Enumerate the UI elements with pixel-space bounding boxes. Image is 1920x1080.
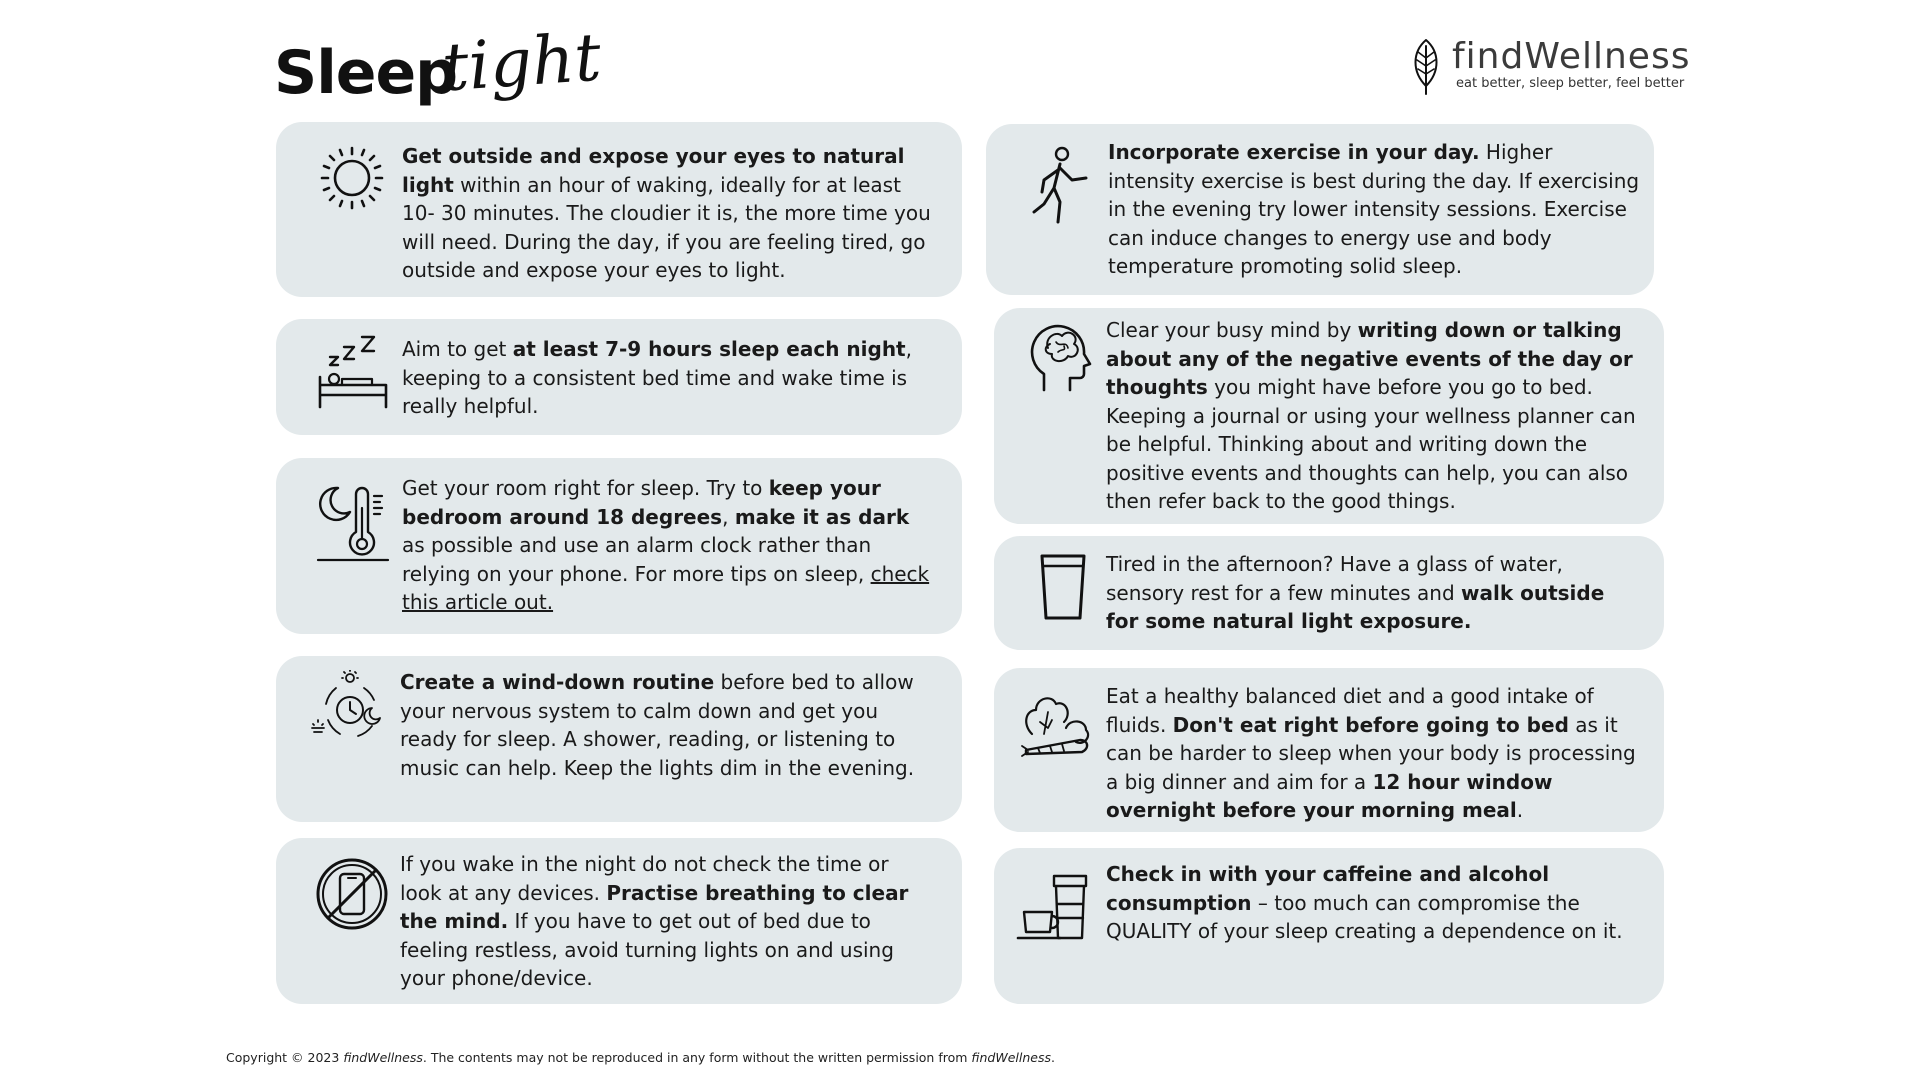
title-script: tight — [439, 18, 604, 107]
moon-thermometer-icon — [316, 482, 390, 562]
tip-text: Get outside and expose your eyes to natural light within an hour of waking, ideally for at least 10- 30 minutes. The cloudier it is, the more time you will need. During the day, if you are feeling tired, go outside and expose your eyes to light. — [402, 144, 931, 282]
tip-card-natural-light — [276, 122, 962, 297]
tip-card-clear-mind — [994, 308, 1664, 524]
tip-card-diet — [994, 668, 1664, 832]
tip-text: Clear your busy mind by writing down or talking about any of the negative events of the day or thoughts you might have before you go to bed. Keeping a journal or using your wellness planner can be helpful. Thinking about and writing down the positive events and thoughts can help, you can also then refer back to the good things. — [1106, 318, 1636, 513]
coffee-cups-icon — [1016, 872, 1094, 946]
tip-card-night-waking — [276, 838, 962, 1004]
bed-sleep-icon — [316, 335, 390, 411]
title-main: Sleep — [274, 38, 458, 108]
tip-text: Create a wind-down routine before bed to allow your nervous system to calm down and get you ready for sleep. A shower, reading, or listening to music can help. Keep the lights dim in the evening. — [400, 670, 915, 780]
copyright-footer: Copyright © 2023 findWellness. The contents may not be reproduced in any form without the written permission from findWellness. — [226, 1050, 1055, 1065]
vegetables-icon — [1020, 684, 1094, 760]
water-glass-icon — [1038, 552, 1088, 622]
tip-card-exercise — [986, 124, 1654, 295]
tip-text: Get your room right for sleep. Try to keep your bedroom around 18 degrees, make it as dark as possible and use an alarm clock rather than relying on your phone. For more tips on sleep, check this article out. — [402, 476, 930, 614]
brain-head-icon — [1030, 318, 1094, 394]
article-link[interactable]: check this article out. — [402, 561, 930, 614]
tip-card-sleep-hours — [276, 319, 962, 435]
leaf-icon — [1410, 36, 1442, 96]
no-phone-icon — [314, 856, 390, 932]
tip-card-room — [276, 458, 962, 634]
tip-card-wind-down — [276, 656, 962, 822]
tip-text: Eat a healthy balanced diet and a good intake of fluids. Don't eat right before going to bed as it can be harder to sleep when your body is processing a big dinner and aim for a 12 hour window overnight before your morning meal. — [1106, 684, 1636, 822]
brand-name: findWellness — [1452, 36, 1691, 77]
sun-icon — [316, 142, 388, 214]
brand-logo — [1410, 36, 1700, 96]
tip-card-afternoon — [994, 536, 1664, 650]
tip-text: Check in with your caffeine and alcohol consumption – too much can compromise the QUALITY of your sleep creating a dependence on it. — [1106, 862, 1623, 943]
tip-text: Incorporate exercise in your day. Higher intensity exercise is best during the day. If exercising in the evening try lower intensity sessions. Exercise can induce changes to energy use and body temperature promoting solid sleep. — [1108, 140, 1640, 278]
tip-text: If you wake in the night do not check the time or look at any devices. Practise breathing to clear the mind. If you have to get out of bed due to feeling restless, avoid turning lights on and using your phone/device. — [400, 852, 909, 990]
tip-text: Tired in the afternoon? Have a glass of water, sensory rest for a few minutes and walk outside for some natural light exposure. — [1106, 552, 1605, 633]
tip-text: Aim to get at least 7-9 hours sleep each night, keeping to a consistent bed time and wake time is really helpful. — [402, 337, 912, 418]
brand-tagline: eat better, sleep better, feel better — [1456, 76, 1685, 91]
walking-person-icon — [1030, 146, 1092, 224]
tip-card-caffeine — [994, 848, 1664, 1004]
routine-cycle-icon — [310, 670, 390, 750]
